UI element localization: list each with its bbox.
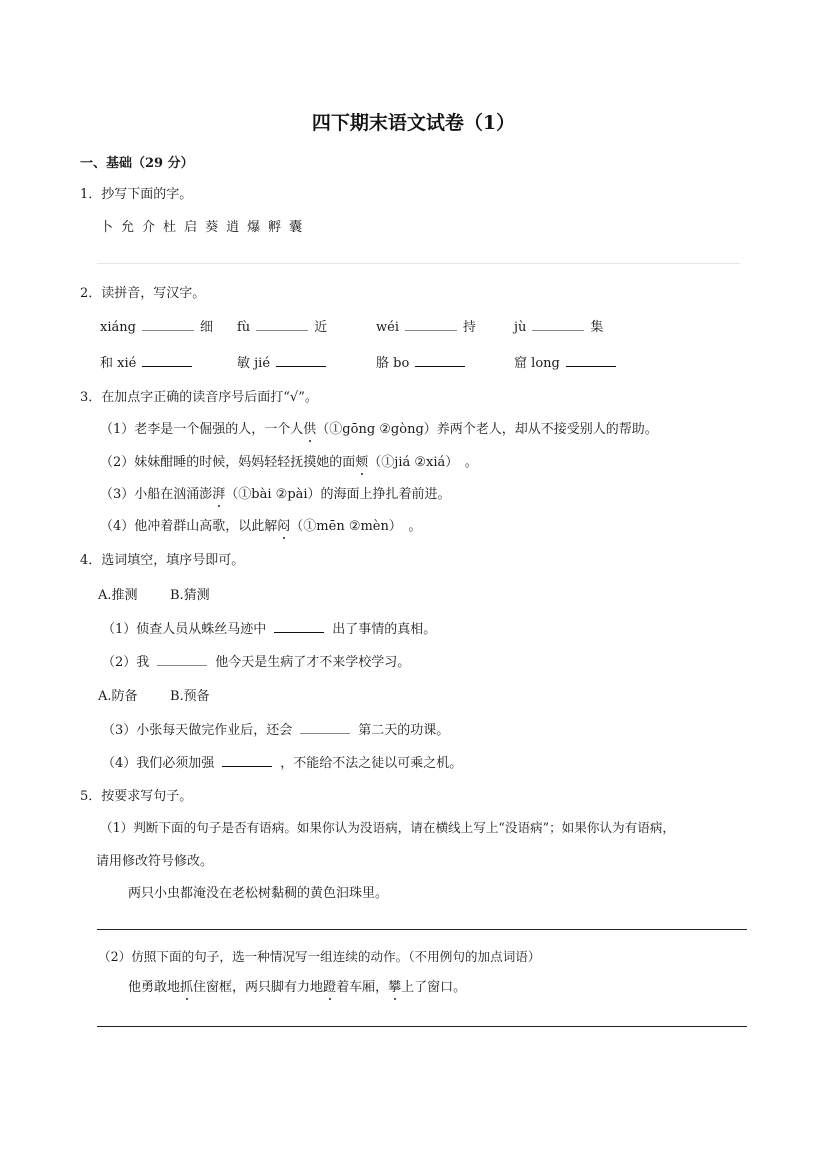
q3-text: （1）老李是一个倔强的人，一个人	[100, 422, 304, 437]
q4-text: 他今天是生病了才不来学校学习。	[215, 655, 411, 670]
q3-text: （2）妹妹酣睡的时候，妈妈轻轻抚摸她的面	[100, 455, 356, 470]
q4-text: （4）我们必须加强	[102, 756, 215, 771]
sentence-text: 着车厢，	[336, 980, 389, 995]
pinyin: xiáng	[100, 320, 136, 335]
q4-text: ，不能给不法之徒以可乘之机。	[280, 756, 463, 771]
q4-text: （3）小张每天做完作业后，还会	[102, 723, 293, 738]
answer-blank[interactable]	[276, 365, 326, 367]
word-char: 近	[314, 320, 328, 335]
answer-blank[interactable]	[157, 664, 207, 666]
word-char: 持	[462, 320, 476, 335]
q3-item[interactable]	[100, 483, 451, 502]
pinyin: bo	[393, 356, 410, 371]
q3-text: （①bài ②pài）的海面上挣扎着前进。	[225, 487, 451, 502]
char: 孵	[268, 220, 282, 235]
q2-item	[376, 352, 471, 371]
q2-item	[237, 352, 332, 371]
q4-prompt: 4．选词填空，填序号即可。	[80, 553, 245, 568]
q3-item[interactable]	[100, 451, 478, 470]
word-char: 胳	[376, 356, 390, 371]
q5-part1-answer-line[interactable]	[97, 929, 747, 930]
q5-part1-instruction: （1）判断下面的句子是否有语病。如果你认为没语病，请在横线上写上“没语病”；如果你认为有语病，	[100, 820, 676, 835]
dotted-char: 抓	[180, 980, 194, 995]
page-title: 四下期末语文试卷（1）	[311, 112, 516, 134]
answer-blank[interactable]	[566, 365, 616, 367]
q5-part2-instruction: （2）仿照下面的句子，选一种情况写一组连续的动作。（不用例句的加点词语）	[98, 949, 541, 964]
char: 逍	[226, 220, 240, 235]
sentence-text: 住窗框，两只脚有力地	[193, 980, 324, 995]
q2-item	[514, 316, 603, 335]
answer-blank[interactable]	[142, 329, 194, 331]
pinyin: jù	[514, 320, 527, 335]
pinyin: xié	[117, 356, 137, 371]
q3-item[interactable]	[100, 418, 658, 437]
q4-option-b: B.猜测	[170, 588, 210, 603]
q2-item	[100, 352, 198, 371]
q4-item	[102, 618, 436, 637]
dotted-char: 供	[303, 422, 317, 437]
q2-item	[514, 352, 622, 371]
q5-part1-sentence: 两只小虫都淹没在老松树黏稠的黄色汩珠里。	[128, 886, 389, 901]
char: 爆	[247, 220, 261, 235]
q4-option-a: A.推测	[98, 588, 138, 603]
char: 介	[142, 220, 156, 235]
section-heading: 一、基础（29 分）	[80, 156, 194, 171]
q3-prompt: 3．在加点字正确的读音序号后面打“√”。	[80, 390, 318, 405]
pinyin: fù	[237, 320, 251, 335]
answer-blank[interactable]	[415, 365, 465, 367]
q2-item	[376, 316, 476, 335]
answer-blank[interactable]	[405, 329, 457, 331]
q5-prompt: 5．按要求写句子。	[80, 789, 193, 804]
char: 启	[184, 220, 198, 235]
char: 卜	[100, 220, 114, 235]
q3-item[interactable]	[100, 515, 421, 534]
pinyin: jié	[254, 356, 271, 371]
answer-blank[interactable]	[300, 732, 350, 734]
dotted-char: 闷	[277, 519, 291, 534]
word-char: 窟	[514, 356, 528, 371]
word-char: 集	[590, 320, 604, 335]
q1-prompt: 1．抄写下面的字。	[80, 187, 193, 202]
dotted-char: 攀	[388, 980, 402, 995]
char: 允	[121, 220, 135, 235]
q4-text: 出了事情的真相。	[332, 622, 437, 637]
char: 杜	[163, 220, 177, 235]
char: 葵	[205, 220, 219, 235]
answer-blank[interactable]	[256, 329, 308, 331]
q4-option-a: A.防备	[98, 689, 138, 704]
q3-text: （①jiá ②xiá） 。	[368, 455, 478, 470]
word-char: 敏	[237, 356, 251, 371]
q5-part1-instruction-cont: 请用修改符号修改。	[96, 854, 214, 869]
q3-text: （4）他冲着群山高歌，以此解	[100, 519, 278, 534]
q1-characters	[100, 216, 310, 235]
word-char: 和	[100, 356, 114, 371]
q3-text: （3）小船在汹涌澎	[100, 487, 213, 502]
answer-blank[interactable]	[532, 329, 584, 331]
answer-blank[interactable]	[222, 765, 272, 767]
word-char: 细	[199, 320, 213, 335]
sentence-text: 他勇敢地	[128, 980, 181, 995]
pinyin: long	[531, 356, 560, 371]
q1-writing-line[interactable]	[97, 263, 740, 264]
dotted-char: 湃	[212, 487, 226, 502]
q2-prompt: 2．读拼音，写汉字。	[80, 286, 206, 301]
pinyin: wéi	[376, 320, 399, 335]
q2-item	[237, 316, 327, 335]
answer-blank[interactable]	[274, 631, 324, 633]
q4-item	[102, 719, 449, 738]
dotted-char: 颊	[355, 455, 369, 470]
q4-text: （2）我	[102, 655, 150, 670]
answer-blank[interactable]	[142, 365, 192, 367]
q4-item	[102, 752, 462, 771]
q4-item	[102, 651, 410, 670]
sentence-text: 上了窗口。	[401, 980, 467, 995]
char: 囊	[289, 220, 303, 235]
q3-text: （①gōng ②gòng）养两个老人，却从不接受别人的帮助。	[316, 422, 658, 437]
q3-text: （①mēn ②mèn） 。	[290, 519, 422, 534]
q2-item	[100, 316, 213, 335]
q5-part2-answer-line[interactable]	[97, 1026, 747, 1027]
q5-part2-sentence	[128, 976, 466, 995]
dotted-char: 蹬	[323, 980, 337, 995]
q4-option-b: B.预备	[170, 689, 210, 704]
q4-text: （1）侦查人员从蛛丝马迹中	[102, 622, 267, 637]
q4-text: 第二天的功课。	[358, 723, 450, 738]
